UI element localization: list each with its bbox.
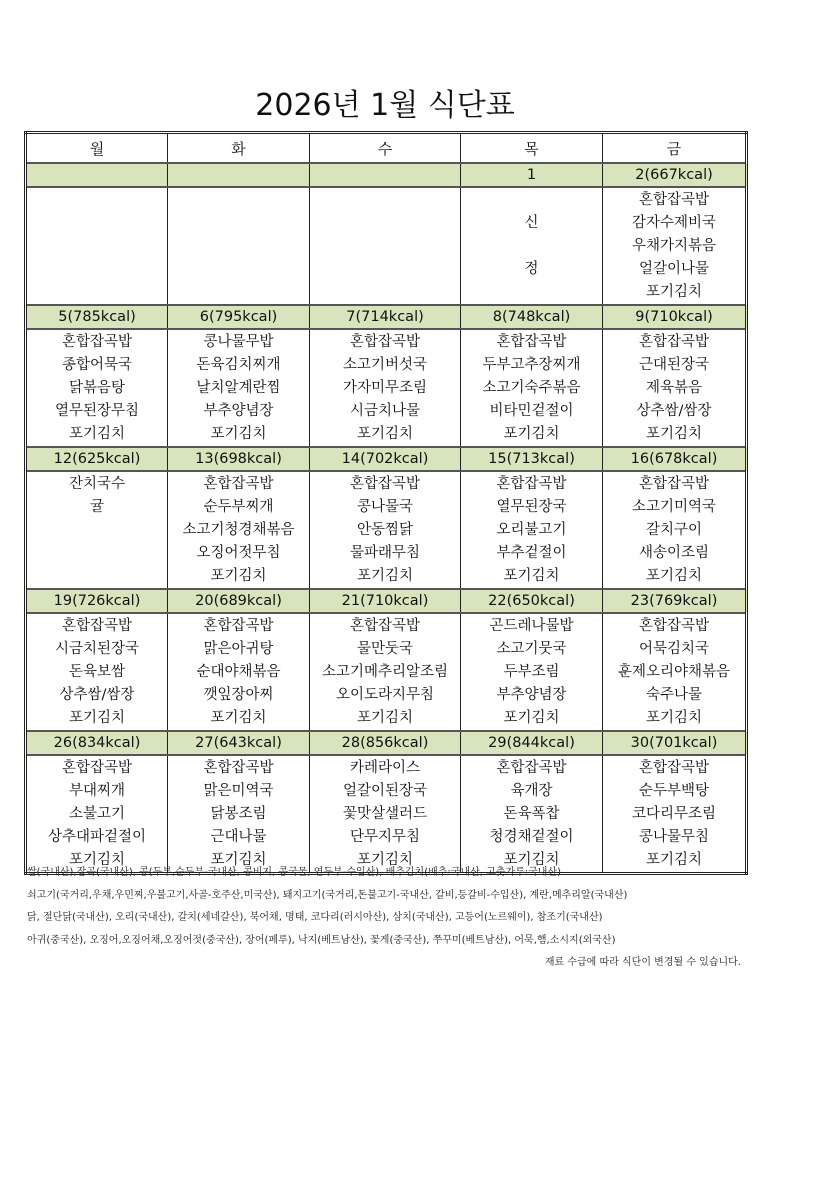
origin-note: 쇠고기(국거리,우채,우민찌,우불고기,사골-호주산,미국산), 돼지고기(국거리,돈불고기-국내산, 갈비,등갈비-수입산), 계란,메추리알(국내산) bbox=[27, 889, 628, 901]
menu-item: 포기김치 bbox=[356, 852, 414, 868]
menu-item: 소불고기 bbox=[68, 806, 126, 822]
menu-item: 포기김치 bbox=[356, 426, 414, 442]
menu-cell bbox=[461, 613, 603, 731]
menu-item: 혼합잡곡밥 bbox=[349, 618, 421, 634]
menu-item: 포기김치 bbox=[68, 426, 126, 442]
menu-item: 갈치구이 bbox=[645, 522, 703, 538]
menu-item: 포기김치 bbox=[503, 710, 560, 726]
menu-item: 부추겉절이 bbox=[496, 545, 567, 561]
menu-item: 육개장 bbox=[510, 783, 553, 799]
menu-cell bbox=[461, 755, 603, 874]
menu-item: 근대나물 bbox=[210, 829, 267, 845]
menu-item: 부대찌개 bbox=[68, 783, 126, 799]
date-cell: 29(844kcal) bbox=[461, 731, 603, 755]
menu-item: 포기김치 bbox=[356, 568, 414, 584]
menu-item: 상추쌈/쌈장 bbox=[636, 403, 712, 419]
menu-item: 제육볶음 bbox=[645, 380, 703, 396]
menu-item: 깻잎장아찌 bbox=[203, 687, 274, 703]
date-cell: 9(710kcal) bbox=[603, 305, 747, 329]
date-cell: 14(702kcal) bbox=[310, 447, 461, 471]
date-cell: 12(625kcal) bbox=[26, 447, 168, 471]
menu-item: 비타민겉절이 bbox=[489, 403, 574, 419]
menu-item: 혼합잡곡밥 bbox=[496, 476, 567, 492]
weekday-tue: 화 bbox=[168, 133, 310, 164]
menu-item: 맑은미역국 bbox=[203, 783, 274, 799]
menu-item: 새송이조림 bbox=[638, 545, 710, 561]
menu-item: 콩나물국 bbox=[356, 499, 414, 515]
menu-item: 감자수제비국 bbox=[631, 215, 717, 231]
menu-item: 포기김치 bbox=[68, 710, 126, 726]
menu-item: 곤드레나물밥 bbox=[489, 618, 574, 634]
menu-item: 시금치된장국 bbox=[54, 641, 140, 657]
menu-cell bbox=[603, 613, 747, 731]
menu-cell bbox=[310, 471, 461, 589]
date-cell: 16(678kcal) bbox=[603, 447, 747, 471]
menu-item: 카레라이스 bbox=[349, 760, 421, 776]
date-cell bbox=[310, 163, 461, 187]
menu-item: 포기김치 bbox=[68, 852, 126, 868]
menu-item: 얼갈이된장국 bbox=[342, 783, 428, 799]
menu-item: 포기김치 bbox=[210, 710, 267, 726]
date-cell: 30(701kcal) bbox=[603, 731, 747, 755]
date-cell: 6(795kcal) bbox=[168, 305, 310, 329]
menu-cell bbox=[168, 755, 310, 874]
date-cell: 1 bbox=[461, 163, 603, 187]
menu-table bbox=[24, 131, 748, 875]
menu-item: 소고기뭇국 bbox=[496, 641, 567, 657]
menu-cell bbox=[461, 329, 603, 447]
menu-item: 귤 bbox=[89, 499, 104, 515]
menu-item: 부추양념장 bbox=[203, 403, 274, 419]
menu-item: 혼합잡곡밥 bbox=[638, 192, 710, 208]
menu-item: 닭볶음탕 bbox=[68, 380, 126, 396]
menu-item: 혼합잡곡밥 bbox=[349, 334, 421, 350]
weekday-header-row bbox=[26, 133, 747, 164]
menu-cell bbox=[603, 471, 747, 589]
origin-note: 쌀(국내산),잡곡(국내산), 콩(두부,순두부-국내산, 콩비지, 콩국물, 연두부-수입산), 배추김치(배추:국내산, 고춧가루:국내산) bbox=[27, 867, 562, 878]
date-cell: 23(769kcal) bbox=[603, 589, 747, 613]
menu-item: 돈육보쌈 bbox=[68, 664, 126, 680]
menu-item: 혼합잡곡밥 bbox=[61, 618, 133, 634]
date-cell bbox=[168, 163, 310, 187]
date-cell: 28(856kcal) bbox=[310, 731, 461, 755]
menu-cell bbox=[26, 471, 168, 589]
menu-cell bbox=[310, 755, 461, 874]
menu-cell bbox=[168, 613, 310, 731]
menu-item: 포기김치 bbox=[645, 426, 703, 442]
date-row bbox=[26, 731, 747, 755]
menu-item: 두부고추장찌개 bbox=[482, 357, 581, 373]
date-cell: 19(726kcal) bbox=[26, 589, 168, 613]
menu-item: 닭봉조림 bbox=[210, 806, 267, 822]
menu-item: 포기김치 bbox=[645, 710, 703, 726]
menu-item bbox=[27, 519, 167, 542]
origin-note: 아귀(중국산), 오징어,오징어채,오징어젓(중국산), 장어(페루), 낙지(베트남산), 꽃게(중국산), 쭈꾸미(베트남산), 어묵,햄,소시지(외국산) bbox=[27, 934, 616, 946]
weekday-fri: 금 bbox=[603, 133, 747, 164]
menu-item: 혼합잡곡밥 bbox=[203, 476, 274, 492]
menu-cell bbox=[461, 187, 603, 305]
menu-cell bbox=[603, 187, 747, 305]
menu-item: 포기김치 bbox=[210, 852, 267, 868]
menu-item: 어묵김치국 bbox=[638, 641, 710, 657]
weekday-thu: 목 bbox=[461, 133, 603, 164]
menu-item: 포기김치 bbox=[356, 710, 414, 726]
weekday-wed: 수 bbox=[310, 133, 461, 164]
menu-item: 순두부찌개 bbox=[203, 499, 274, 515]
date-cell: 2(667kcal) bbox=[603, 163, 747, 187]
menu-item bbox=[461, 189, 602, 212]
menu-item: 열무된장국 bbox=[496, 499, 567, 515]
menu-item: 혼합잡곡밥 bbox=[203, 618, 274, 634]
menu-cell bbox=[310, 613, 461, 731]
date-cell: 20(689kcal) bbox=[168, 589, 310, 613]
date-row bbox=[26, 447, 747, 471]
menu-cell bbox=[26, 755, 168, 874]
menu-item: 포기김치 bbox=[645, 284, 703, 300]
menu-item bbox=[27, 542, 167, 565]
origin-notes bbox=[27, 862, 747, 975]
menu-item: 소고기미역국 bbox=[631, 499, 717, 515]
menu-item: 숙주나물 bbox=[645, 687, 703, 703]
menu-item: 포기김치 bbox=[645, 852, 703, 868]
menu-item: 포기김치 bbox=[645, 568, 703, 584]
menu-item: 단무지무침 bbox=[349, 829, 421, 845]
menu-item: 포기김치 bbox=[503, 852, 560, 868]
menu-item: 오이도라지무침 bbox=[335, 687, 435, 703]
menu-item: 상추쌈/쌈장 bbox=[59, 687, 135, 703]
date-cell: 13(698kcal) bbox=[168, 447, 310, 471]
date-cell: 5(785kcal) bbox=[26, 305, 168, 329]
menu-item: 훈제오리야채볶음 bbox=[617, 664, 731, 680]
menu-item: 돈육폭찹 bbox=[503, 806, 560, 822]
menu-item: 혼합잡곡밥 bbox=[638, 334, 710, 350]
menu-cell bbox=[310, 187, 461, 305]
menu-item: 소고기메추리알조림 bbox=[321, 664, 449, 680]
weekday-mon: 월 bbox=[26, 133, 168, 164]
menu-item: 물만둣국 bbox=[356, 641, 414, 657]
menu-item: 혼합잡곡밥 bbox=[61, 760, 133, 776]
menu-item: 코다리무조림 bbox=[631, 806, 717, 822]
change-notice: 재료 수급에 따라 식단이 변경될 수 있습니다. bbox=[544, 957, 741, 968]
menu-item: 신 bbox=[524, 215, 539, 231]
menu-item: 혼합잡곡밥 bbox=[638, 760, 710, 776]
menu-item bbox=[461, 281, 602, 304]
menu-item: 부추양념장 bbox=[496, 687, 567, 703]
menu-item: 열무된장무침 bbox=[54, 403, 140, 419]
menu-item: 포기김치 bbox=[503, 568, 560, 584]
menu-item: 소고기숙주볶음 bbox=[482, 380, 581, 396]
menu-item: 종합어묵국 bbox=[61, 357, 133, 373]
origin-note: 닭, 절단닭(국내산), 오리(국내산), 갈치(세네갈산), 북어채, 명태, 코다리(러시아산), 삼치(국내산), 고등어(노르웨이), 참조기(국내산) bbox=[27, 912, 603, 923]
date-row bbox=[26, 305, 747, 329]
menu-item: 근대된장국 bbox=[638, 357, 710, 373]
date-cell: 7(714kcal) bbox=[310, 305, 461, 329]
menu-item: 포기김치 bbox=[210, 568, 267, 584]
meal-row bbox=[26, 187, 747, 305]
menu-item: 포기김치 bbox=[210, 426, 267, 442]
menu-item: 꽃맛살샐러드 bbox=[342, 806, 428, 822]
menu-item: 혼합잡곡밥 bbox=[496, 334, 567, 350]
menu-item: 물파래무침 bbox=[349, 545, 421, 561]
date-cell: 26(834kcal) bbox=[26, 731, 168, 755]
menu-cell bbox=[26, 329, 168, 447]
menu-cell bbox=[26, 613, 168, 731]
menu-item: 혼합잡곡밥 bbox=[496, 760, 567, 776]
menu-cell bbox=[461, 471, 603, 589]
menu-cell bbox=[603, 329, 747, 447]
menu-item: 소고기청경채볶음 bbox=[182, 522, 295, 538]
menu-item bbox=[461, 235, 602, 258]
date-cell: 21(710kcal) bbox=[310, 589, 461, 613]
menu-cell bbox=[168, 471, 310, 589]
menu-item: 얼갈이나물 bbox=[638, 261, 710, 277]
menu-item: 포기김치 bbox=[503, 426, 560, 442]
menu-item: 순대야채볶음 bbox=[196, 664, 281, 680]
meal-row bbox=[26, 471, 747, 589]
menu-item: 청경채겉절이 bbox=[489, 829, 574, 845]
menu-item: 날치알계란찜 bbox=[196, 380, 281, 396]
page-title: 2026년 1월 식단표 bbox=[255, 88, 515, 123]
menu-cell bbox=[168, 187, 310, 305]
meal-row bbox=[26, 755, 747, 874]
menu-item: 혼합잡곡밥 bbox=[203, 760, 274, 776]
menu-cell bbox=[310, 329, 461, 447]
menu-item: 콩나물무침 bbox=[638, 829, 710, 845]
date-row bbox=[26, 589, 747, 613]
menu-item: 소고기버섯국 bbox=[342, 357, 428, 373]
date-row bbox=[26, 163, 747, 187]
menu-item bbox=[27, 565, 167, 588]
menu-item: 두부조림 bbox=[503, 664, 560, 680]
menu-item: 혼합잡곡밥 bbox=[61, 334, 133, 350]
menu-item: 우채가지볶음 bbox=[631, 238, 717, 254]
date-cell bbox=[26, 163, 168, 187]
menu-item: 혼합잡곡밥 bbox=[638, 618, 710, 634]
menu-item: 맑은아귀탕 bbox=[203, 641, 274, 657]
menu-item: 돈육김치찌개 bbox=[196, 357, 281, 373]
menu-item: 오리불고기 bbox=[496, 522, 567, 538]
meal-row bbox=[26, 613, 747, 731]
date-cell: 15(713kcal) bbox=[461, 447, 603, 471]
menu-item: 콩나물무밥 bbox=[203, 334, 274, 350]
menu-item: 혼합잡곡밥 bbox=[349, 476, 421, 492]
menu-item: 혼합잡곡밥 bbox=[638, 476, 710, 492]
menu-cell bbox=[26, 187, 168, 305]
menu-item: 잔치국수 bbox=[68, 476, 126, 492]
menu-cell bbox=[603, 755, 747, 874]
meal-row bbox=[26, 329, 747, 447]
date-cell: 22(650kcal) bbox=[461, 589, 603, 613]
menu-cell bbox=[168, 329, 310, 447]
menu-item: 시금치나물 bbox=[349, 403, 421, 419]
menu-item: 가자미무조림 bbox=[342, 380, 428, 396]
date-cell: 27(643kcal) bbox=[168, 731, 310, 755]
menu-item: 순두부백탕 bbox=[638, 783, 710, 799]
menu-item: 안동찜닭 bbox=[356, 522, 414, 538]
date-cell: 8(748kcal) bbox=[461, 305, 603, 329]
menu-item: 정 bbox=[524, 261, 539, 277]
menu-item: 오징어젓무침 bbox=[196, 545, 281, 561]
menu-item: 상추대파겉절이 bbox=[47, 829, 147, 845]
